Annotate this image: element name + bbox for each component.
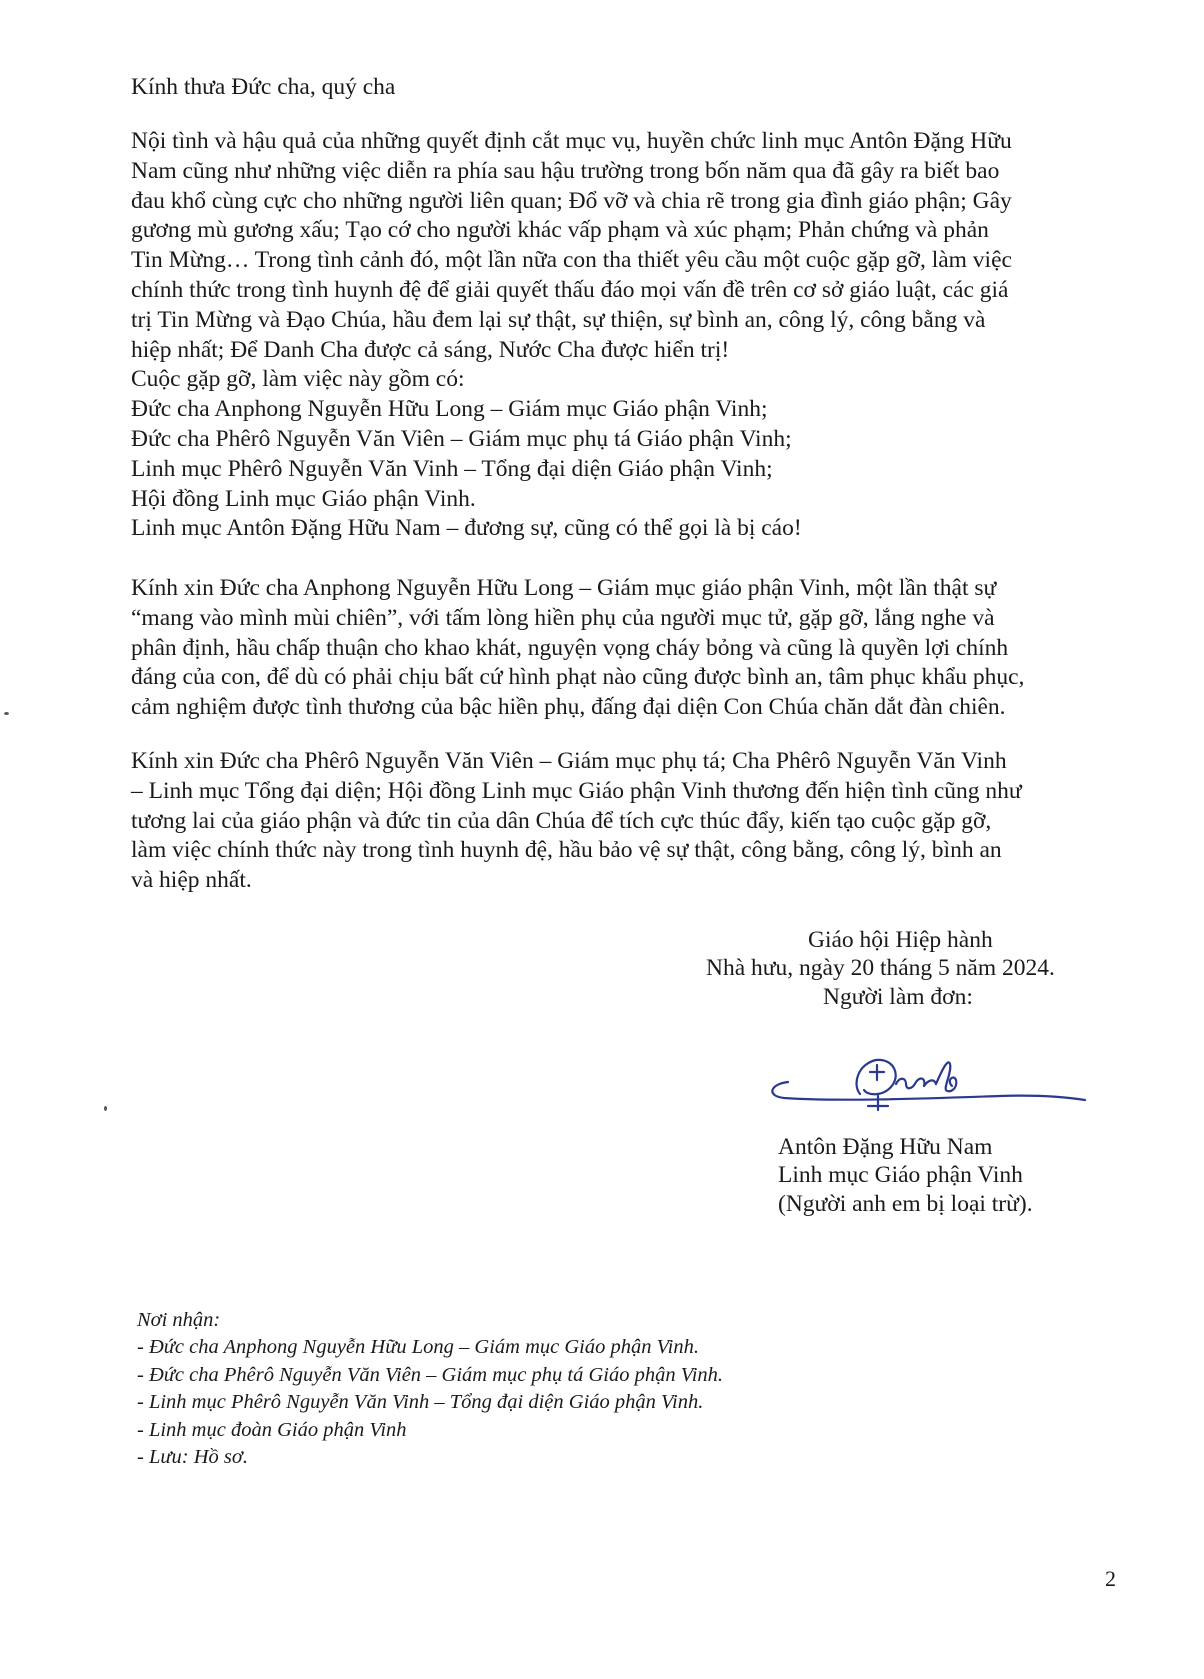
applicant-label: Người làm đơn:: [823, 984, 973, 1010]
meeting-intro-line: Cuộc gặp gỡ, làm việc này gồm có:: [131, 366, 465, 393]
organization-line: Giáo hội Hiệp hành: [808, 927, 993, 953]
handwritten-signature: [760, 1050, 1100, 1130]
participant-line: Đức cha Phêrô Nguyễn Văn Viên – Giám mục phụ tá Giáo phận Vinh;: [131, 425, 792, 452]
paragraph-line: phân định, hầu chấp thuận cho khao khát, nguyện vọng cháy bỏng và cũng là quyền lợi chính: [131, 634, 1009, 661]
recipients-list: [137, 1307, 723, 1471]
recipient-item: - Linh mục đoàn Giáo phận Vinh: [137, 1418, 407, 1441]
paragraph-plea-council: [131, 747, 1111, 896]
paragraph-line: và hiệp nhất.: [131, 867, 252, 894]
paragraph-plea-bishop: [131, 574, 1111, 723]
participant-line: Đức cha Anphong Nguyễn Hữu Long – Giám mục Giáo phận Vinh;: [131, 396, 768, 423]
paragraph-line: gương mù gương xấu; Tạo cớ cho người khác vấp phạm và xúc phạm; Phản chứng và phản: [131, 217, 989, 244]
participant-line: Linh mục Antôn Đặng Hữu Nam – đương sự, cũng có thể gọi là bị cáo!: [131, 515, 802, 542]
paragraph-line: chính thức trong tình huynh đệ để giải quyết thấu đáo mọi vấn đề trên cơ sở giáo luật, các giá: [131, 276, 1009, 303]
paragraph-line: làm việc chính thức này trong tình huynh đệ, hầu bảo vệ sự thật, công bằng, công lý, bình an: [131, 837, 1002, 864]
paragraph-meeting-request: [131, 127, 1111, 544]
recipients-heading: Nơi nhận:: [137, 1309, 221, 1331]
scan-speck: [104, 1106, 107, 1111]
participant-line: Linh mục Phêrô Nguyễn Văn Vinh – Tổng đại diện Giáo phận Vinh;: [131, 455, 773, 482]
paragraph-line: “mang vào mình mùi chiên”, với tấm lòng hiền phụ của người mục tử, gặp gỡ, lắng nghe và: [131, 604, 995, 631]
signer-name: Antôn Đặng Hữu Nam: [778, 1134, 993, 1160]
paragraph-line: trị Tin Mừng và Đạo Chúa, hầu đem lại sự thật, sự thiện, sự bình an, công lý, công bằng và: [131, 306, 986, 333]
paragraph-line: Kính xin Đức cha Anphong Nguyễn Hữu Long – Giám mục giáo phận Vinh, một lần thật sự: [131, 575, 997, 601]
participant-line: Hội đồng Linh mục Giáo phận Vinh.: [131, 485, 476, 512]
paragraph-line: đáng của con, để dù có phải chịu bất cứ hình phạt nào cũng được bình an, tâm phục khẩu phục,: [131, 664, 1025, 691]
greeting: Kính thưa Đức cha, quý cha: [131, 74, 396, 100]
recipient-item: - Linh mục Phêrô Nguyễn Văn Vinh – Tổng đại diện Giáo phận Vinh.: [137, 1391, 704, 1414]
signer-role: Linh mục Giáo phận Vinh: [778, 1162, 1023, 1188]
paragraph-line: tương lai của giáo phận và đức tin của dân Chúa để tích cực thúc đẩy, kiến tạo cuộc gặp gỡ,: [131, 807, 992, 834]
scan-speck: [4, 712, 9, 715]
paragraph-line: – Linh mục Tổng đại diện; Hội đồng Linh mục Giáo phận Vinh thương đến hiện tình cũng như: [131, 777, 1022, 804]
place-date-line: Nhà hưu, ngày 20 tháng 5 năm 2024.: [706, 955, 1055, 981]
paragraph-line: Tin Mừng… Trong tình cảnh đó, một lần nữa con tha thiết yêu cầu một cuộc gặp gỡ, làm việc: [131, 247, 1012, 274]
signer-note: (Người anh em bị loại trừ).: [778, 1191, 1033, 1217]
page-number: 2: [1105, 1566, 1116, 1591]
paragraph-line: Nam cũng như những việc diễn ra phía sau hậu trường trong bốn năm qua đã gây ra biết bao: [131, 157, 1000, 184]
recipient-item: - Đức cha Anphong Nguyễn Hữu Long – Giám mục Giáo phận Vinh.: [137, 1336, 699, 1359]
recipient-item: - Lưu: Hồ sơ.: [137, 1446, 248, 1469]
paragraph-line: đau khổ cùng cực cho những người liên quan; Đổ vỡ và chia rẽ trong gia đình giáo phận; Gây: [131, 187, 1012, 214]
recipient-item: - Đức cha Phêrô Nguyễn Văn Viên – Giám mục phụ tá Giáo phận Vinh.: [137, 1363, 724, 1386]
paragraph-line: hiệp nhất; Để Danh Cha được cả sáng, Nước Cha được hiển trị!: [131, 336, 730, 363]
paragraph-line: Kính xin Đức cha Phêrô Nguyễn Văn Viên – Giám mục phụ tá; Cha Phêrô Nguyễn Văn Vinh: [131, 748, 1007, 774]
paragraph-line: cảm nghiệm được tình thương của bậc hiền phụ, đấng đại diện Con Chúa chăn dắt đàn chiên.: [131, 694, 1006, 721]
paragraph-line: Nội tình và hậu quả của những quyết định cắt mục vụ, huyền chức linh mục Antôn Đặng Hữu: [131, 128, 1012, 154]
